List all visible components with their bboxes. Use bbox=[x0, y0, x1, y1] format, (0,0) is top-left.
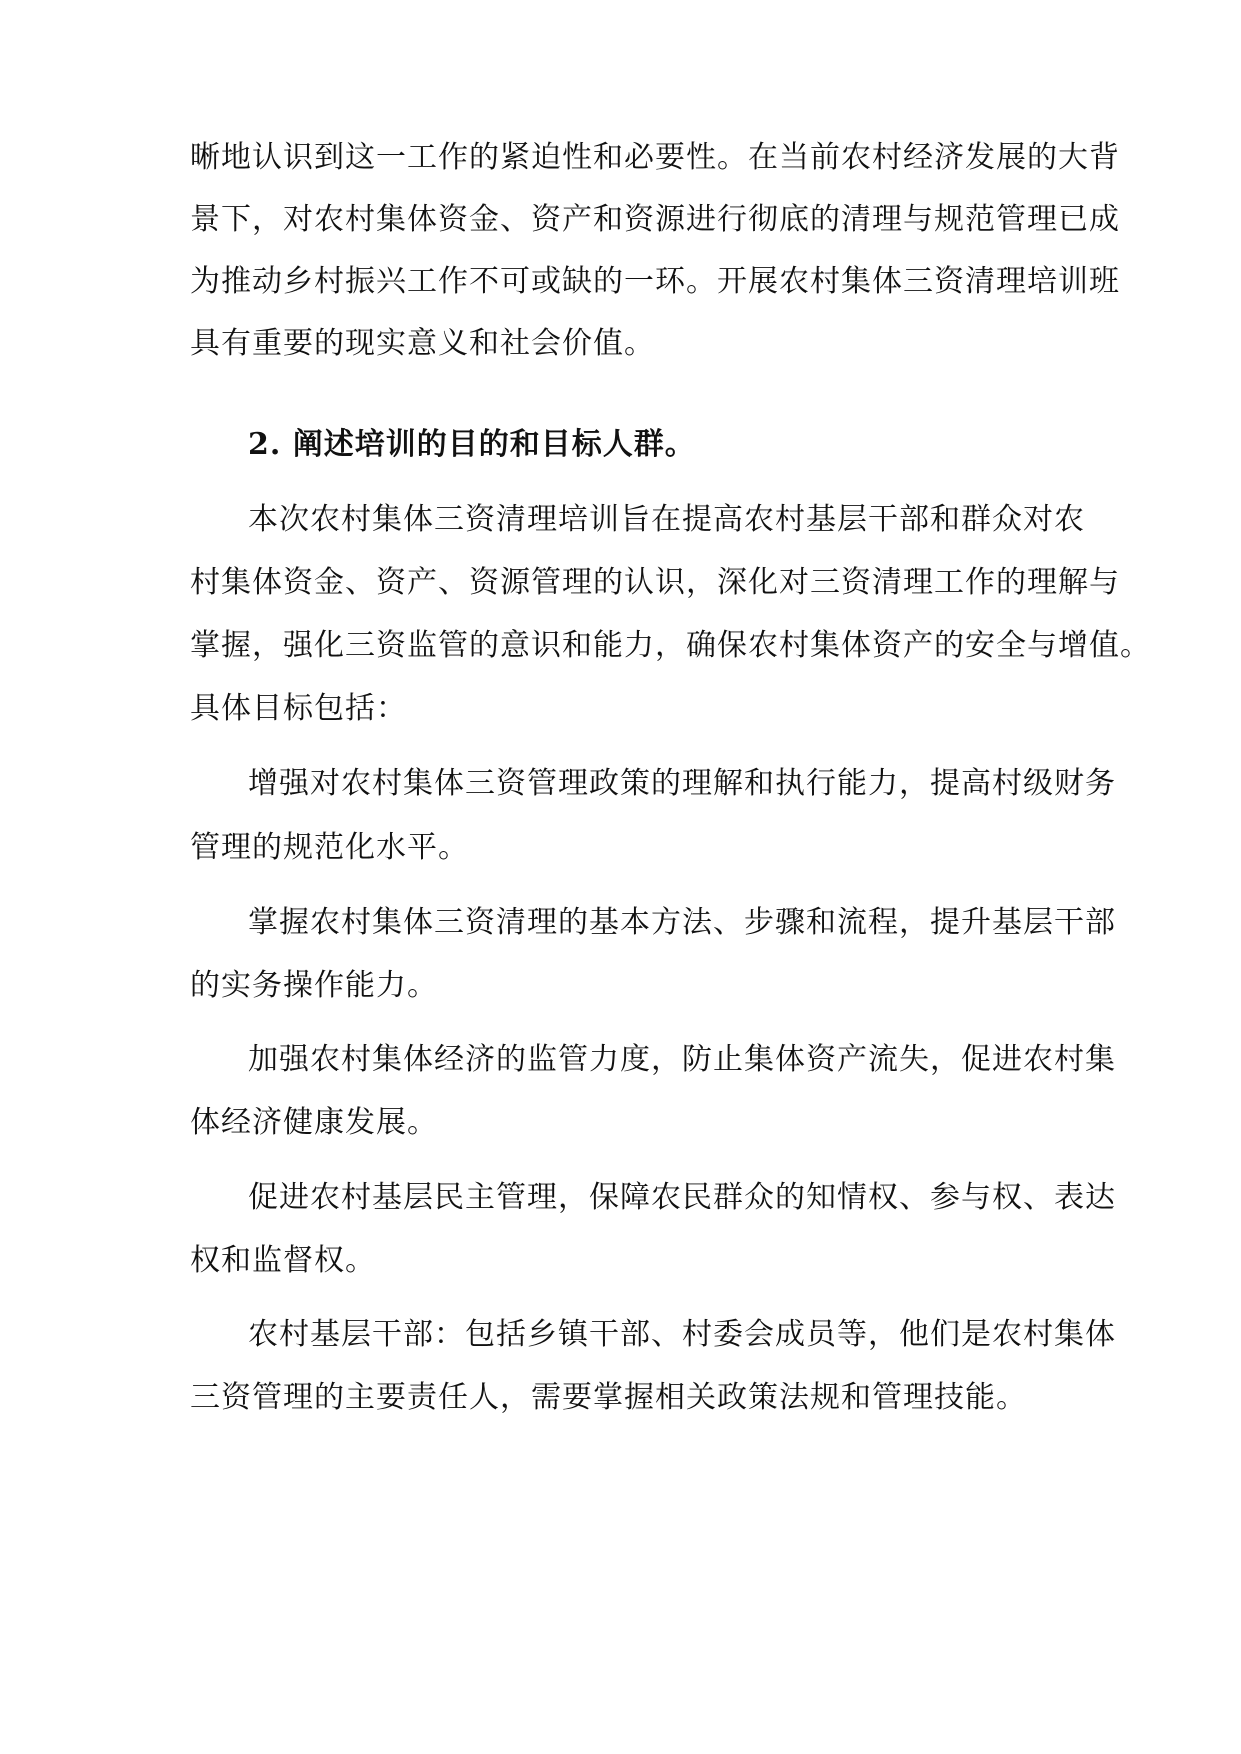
paragraph-line: 的实务操作能力。 bbox=[190, 968, 438, 1003]
paragraph-line: 景下，对农村集体资金、资产和资源进行彻底的清理与规范管理已成 bbox=[190, 202, 1120, 237]
paragraph-line: 晰地认识到这一工作的紧迫性和必要性。在当前农村经济发展的大背 bbox=[190, 140, 1120, 175]
paragraph-line: 掌握农村集体三资清理的基本方法、步骤和流程，提升基层干部 bbox=[248, 905, 1116, 940]
paragraph-line: 管理的规范化水平。 bbox=[190, 830, 469, 865]
paragraph-line: 为推动乡村振兴工作不可或缺的一环。开展农村集体三资清理培训班 bbox=[190, 264, 1120, 299]
paragraph-line: 农村基层干部：包括乡镇干部、村委会成员等，他们是农村集体 bbox=[248, 1317, 1116, 1352]
paragraph-line: 村集体资金、资产、资源管理的认识，深化对三资清理工作的理解与 bbox=[190, 565, 1120, 600]
paragraph-line: 具体目标包括： bbox=[190, 691, 407, 726]
paragraph-line: 增强对农村集体三资管理政策的理解和执行能力，提高村级财务 bbox=[248, 766, 1116, 801]
paragraph-line: 三资管理的主要责任人，需要掌握相关政策法规和管理技能。 bbox=[190, 1380, 1027, 1415]
section-heading: 2. 阐述培训的目的和目标人群。 bbox=[248, 427, 696, 462]
paragraph-line: 掌握，强化三资监管的意识和能力，确保农村集体资产的安全与增值。 bbox=[190, 628, 1151, 663]
paragraph-line: 促进农村基层民主管理，保障农民群众的知情权、参与权、表达 bbox=[248, 1180, 1116, 1215]
paragraph-line: 权和监督权。 bbox=[190, 1243, 376, 1278]
paragraph-line: 加强农村集体经济的监管力度，防止集体资产流失，促进农村集 bbox=[248, 1042, 1116, 1077]
paragraph-line: 具有重要的现实意义和社会价值。 bbox=[190, 326, 655, 361]
paragraph-line: 体经济健康发展。 bbox=[190, 1105, 438, 1140]
paragraph-line: 本次农村集体三资清理培训旨在提高农村基层干部和群众对农 bbox=[248, 502, 1085, 537]
